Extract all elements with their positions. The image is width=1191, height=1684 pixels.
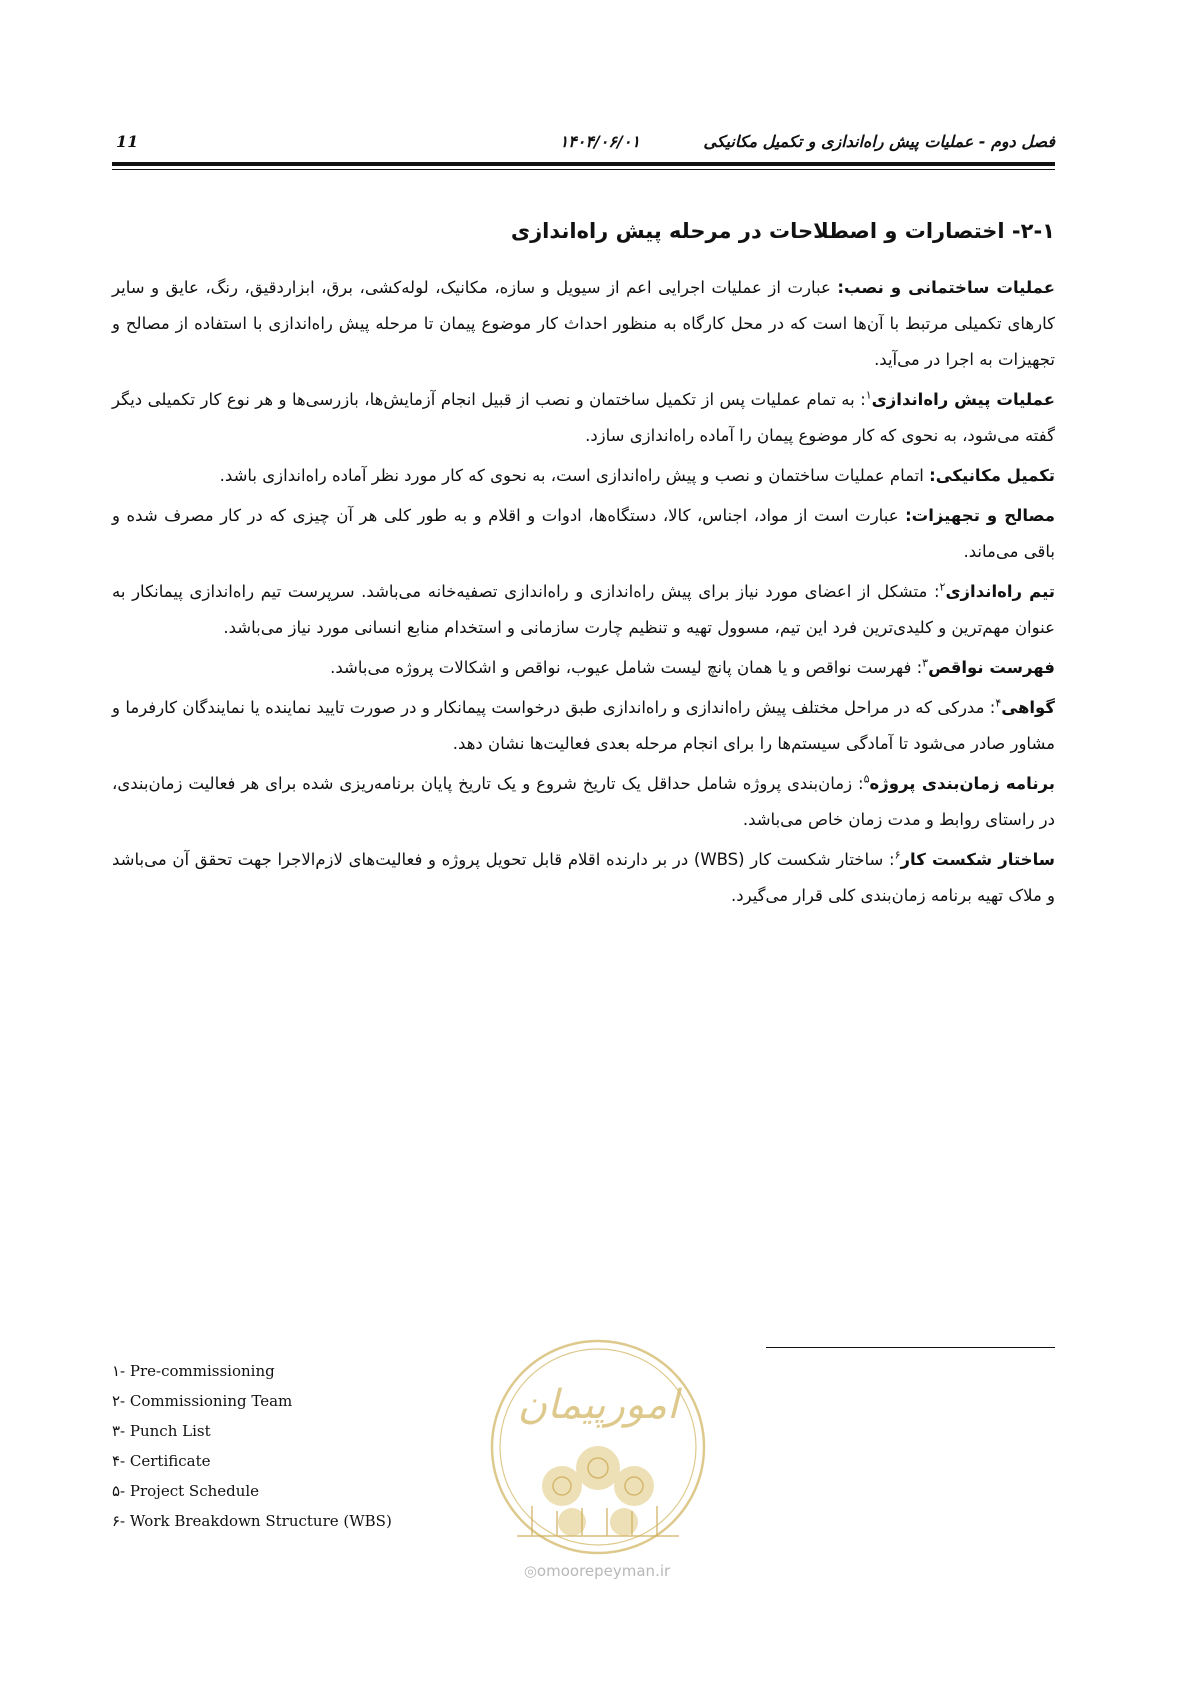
footnote-item: ۴- Certificate xyxy=(112,1452,211,1470)
watermark-url-text: omoorepeyman.ir xyxy=(536,1562,671,1580)
definition-text: اتمام عملیات ساختمان و نصب و پیش راه‌اندازی است، به نحوی که کار مورد نظر آماده راه‌اندازی باشد. xyxy=(219,466,930,485)
definition-text: عبارت است از مواد، اجناس، کالا، دستگاه‌ها، ادوات و اقلام و به طور کلی هر آن چیزی که در کار مصرف شده و باقی می‌ماند. xyxy=(112,506,1055,561)
footnote-item: ۲- Commissioning Team xyxy=(112,1392,293,1410)
footnote-marker: ۵ xyxy=(863,772,870,786)
footnote-marker: ۳ xyxy=(922,656,929,670)
definition-text: : به تمام عملیات پس از تکمیل ساختمان و نصب از قبیل انجام آزمایش‌ها، بازرسی‌ها و هر نوع کار تکمیلی دیگر گفته می‌شود، به نحوی که کار موضوع پیمان را آماده راه‌اندازی سازد. xyxy=(112,390,1055,445)
footnote-marker: ۴ xyxy=(995,696,1002,710)
definition-paragraph xyxy=(112,842,1055,914)
definition-term: عملیات پیش راه‌اندازی xyxy=(871,390,1055,409)
footnote-separator xyxy=(766,1347,1055,1348)
section-title: ۲-۱- اختصارات و اصطلاحات در مرحله پیش راه‌اندازی xyxy=(510,219,1055,243)
definition-paragraph xyxy=(112,458,1055,494)
definition-paragraph xyxy=(112,574,1055,646)
definition-term: برنامه زمان‌بندی پروژه xyxy=(869,774,1055,793)
footnote-item: ۶- Work Breakdown Structure (WBS) xyxy=(112,1512,392,1530)
definition-text: : فهرست نواقص و یا همان پانچ لیست شامل عیوب، نواقص و اشکالات پروژه می‌باشد. xyxy=(330,658,923,677)
definition-paragraph xyxy=(112,690,1055,762)
header-rule-thin xyxy=(112,169,1055,170)
definition-paragraph xyxy=(112,270,1055,378)
header-rule-thick xyxy=(112,162,1055,166)
footnote-marker: ۲ xyxy=(939,580,946,594)
definition-term: عملیات ساختمانی و نصب: xyxy=(837,278,1055,297)
definition-paragraph xyxy=(112,650,1055,686)
footnote-item: ۳- Punch List xyxy=(112,1422,211,1440)
definition-term: گواهی xyxy=(1001,698,1055,717)
watermark-url-icon: ◎ xyxy=(523,1562,537,1580)
header-date: ۱۴۰۴/۰۶/۰۱ xyxy=(559,132,640,151)
footnotes-list xyxy=(112,1356,532,1536)
footnote-item: ۱- Pre-commissioning xyxy=(112,1362,275,1380)
watermark-logo-icon xyxy=(487,1336,709,1558)
footnote-marker: ۱ xyxy=(865,388,872,402)
watermark-logo-text: امورپیمان xyxy=(517,1382,679,1428)
page-header xyxy=(112,128,1055,162)
definition-text: عبارت از عملیات اجرایی اعم از سیویل و سازه، مکانیک، لوله‌کشی، برق، ابزاردقیق، رنگ، عایق و سایر کارهای تکمیلی مرتبط با آن‌ها است که در محل کارگاه به منظور احداث کار موضوع پیمان تا مرحله پیش راه‌اندازی با استفاده از مصالح و تجهیزات به اجرا در می‌آید. xyxy=(112,278,1055,369)
watermark-url xyxy=(497,1562,697,1580)
footnote-marker: ۶ xyxy=(894,848,901,862)
definition-text: : ساختار شکست کار (WBS) در بر دارنده اقلام قابل تحویل پروژه و فعالیت‌های لازم‌الاجرا جهت تحقق آن می‌باشد و ملاک تهیه برنامه زمان‌بندی کلی قرار می‌گیرد. xyxy=(112,850,1055,905)
page-content xyxy=(112,214,1055,918)
definition-paragraph xyxy=(112,766,1055,838)
definition-text: : متشکل از اعضای مورد نیاز برای پیش راه‌اندازی و راه‌اندازی تصفیه‌خانه می‌باشد. سرپرست تیم راه‌اندازی پیمانکار به عنوان مهم‌ترین و کلیدی‌ترین فرد این تیم، مسوول تهیه و تنظیم چارت سازمانی و استخدام منابع انسانی مورد نیاز می‌باشد. xyxy=(112,582,1055,637)
definition-term: فهرست نواقص xyxy=(928,658,1055,677)
definition-term: ساختار شکست کار xyxy=(900,850,1055,869)
definition-term: مصالح و تجهیزات: xyxy=(905,506,1055,525)
definition-text: : مدرکی که در مراحل مختلف پیش راه‌اندازی و راه‌اندازی طبق درخواست پیمانکار و در صورت تایید نماینده یا نمایندگان کارفرما و مشاور صادر می‌شود تا آمادگی سیستم‌ها را برای انجام مرحله بعدی فعالیت‌ها نشان دهد. xyxy=(112,698,1055,753)
footnote-item: ۵- Project Schedule xyxy=(112,1482,260,1500)
definition-term: تکمیل مکانیکی: xyxy=(929,466,1055,485)
definition-paragraph xyxy=(112,498,1055,570)
definition-text: : زمان‌بندی پروژه شامل حداقل یک تاریخ شروع و یک تاریخ پایان برنامه‌ریزی شده برای هر فعالیت زمان‌بندی، در راستای روابط و مدت زمان خاص می‌باشد. xyxy=(112,774,1055,829)
definition-paragraph xyxy=(112,382,1055,454)
page-number: 11 xyxy=(116,132,139,151)
definition-term: تیم راه‌اندازی xyxy=(945,582,1056,601)
chapter-title: فصل دوم - عملیات پیش راه‌اندازی و تکمیل مکانیکی xyxy=(703,132,1055,151)
